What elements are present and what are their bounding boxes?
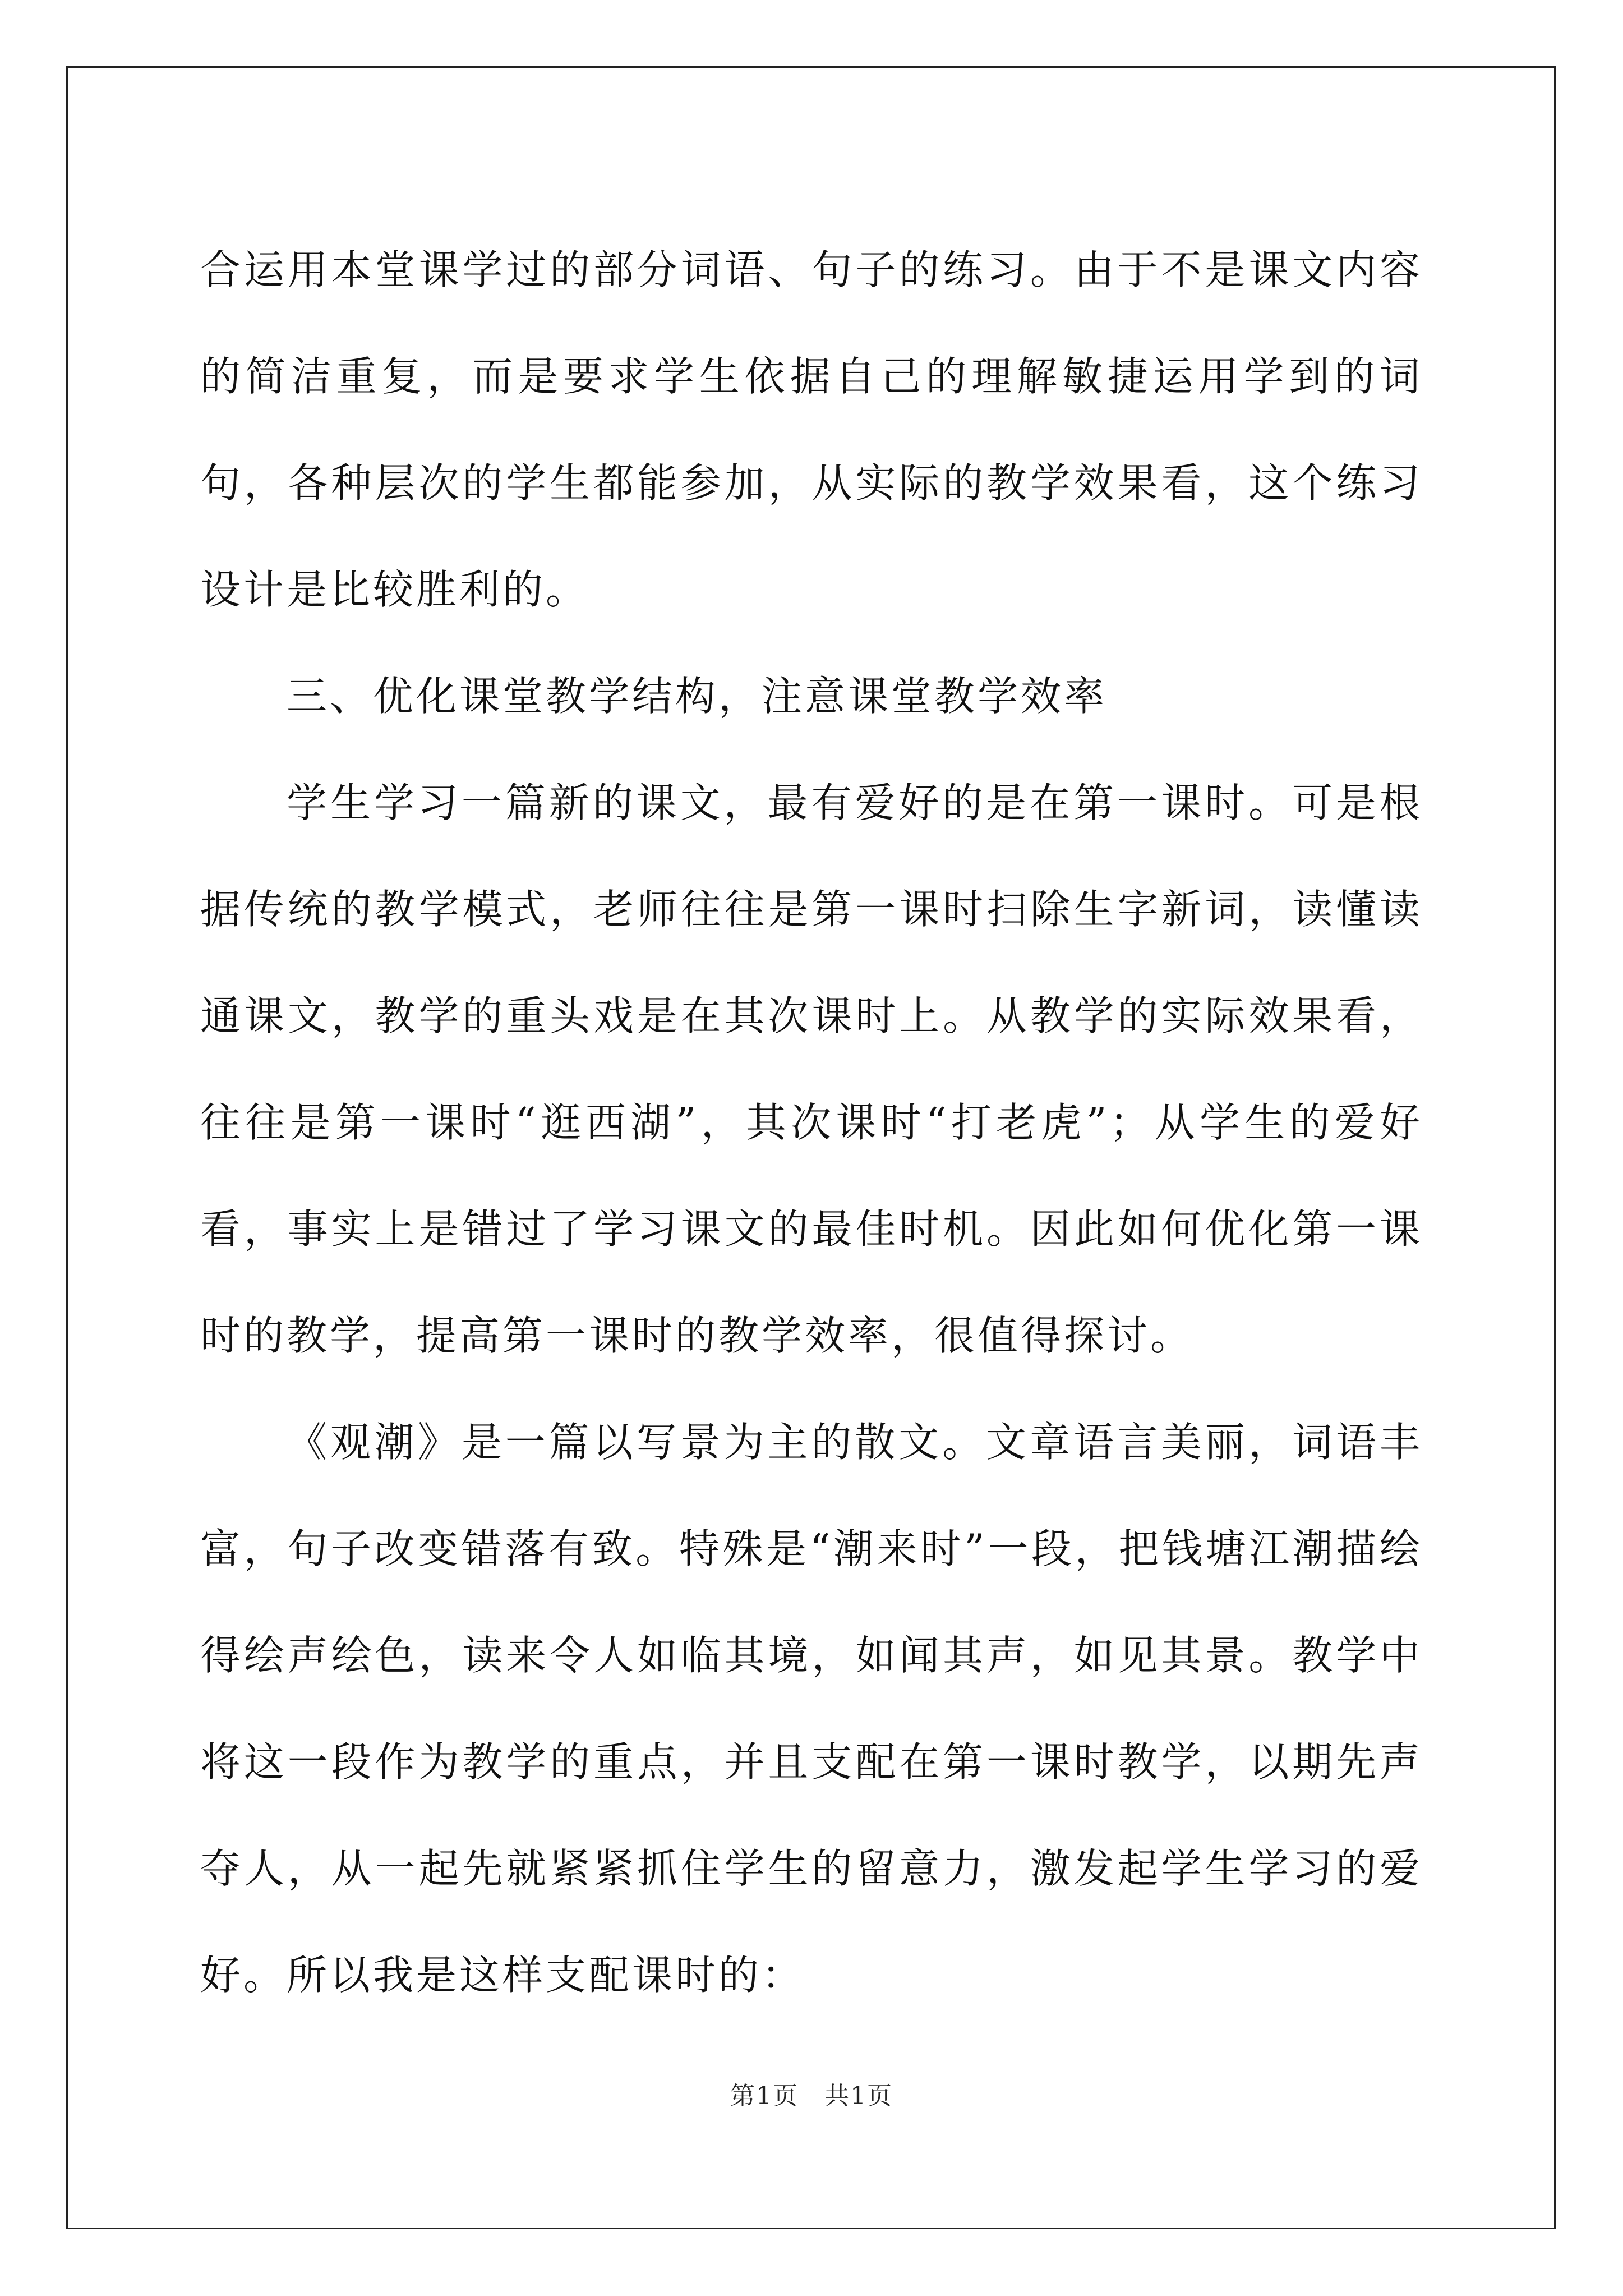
paragraph-continuation: 合运用本堂课学过的部分词语、句子的练习。由于不是课文内容的简洁重复，而是要求学生依据自己的理解敏捷运用学到的词句，各种层次的学生都能参加，从实际的教学效果看，这个练习设计是比较胜利的。 xyxy=(200,246,1423,613)
paragraph-first-lesson: 学生学习一篇新的课文，最有爱好的是在第一课时。可是根据传统的教学模式，老师往往是第一课时扫除生字新词，读懂读通课文，教学的重头戏是在其次课时上。从教学的实际效果看，往往是第一课时“逛西湖”，其次课时“打老虎”；从学生的爱好看，事实上是错过了学习课文的最佳时机。因此如何优化第一课时的教学，提高第一课时的教学效率，很值得探讨。 xyxy=(200,779,1423,1359)
page-footer: 第1页 共1页 xyxy=(730,2082,893,2110)
section-heading: 三、优化课堂教学结构，注意课堂教学效率 xyxy=(287,673,1108,720)
document-body xyxy=(200,217,1423,2028)
paragraph-guanchao: 《观潮》是一篇以写景为主的散文。文章语言美丽，词语丰富，句子改变错落有致。特殊是“潮来时”一段，把钱塘江潮描绘得绘声绘色，读来令人如临其境，如闻其声，如见其景。教学中将这一段作为教学的重点，并且支配在第一课时教学，以期先声夺人，从一起先就紧紧抓住学生的留意力，激发起学生学习的爱好。所以我是这样支配课时的： xyxy=(200,1419,1423,1999)
